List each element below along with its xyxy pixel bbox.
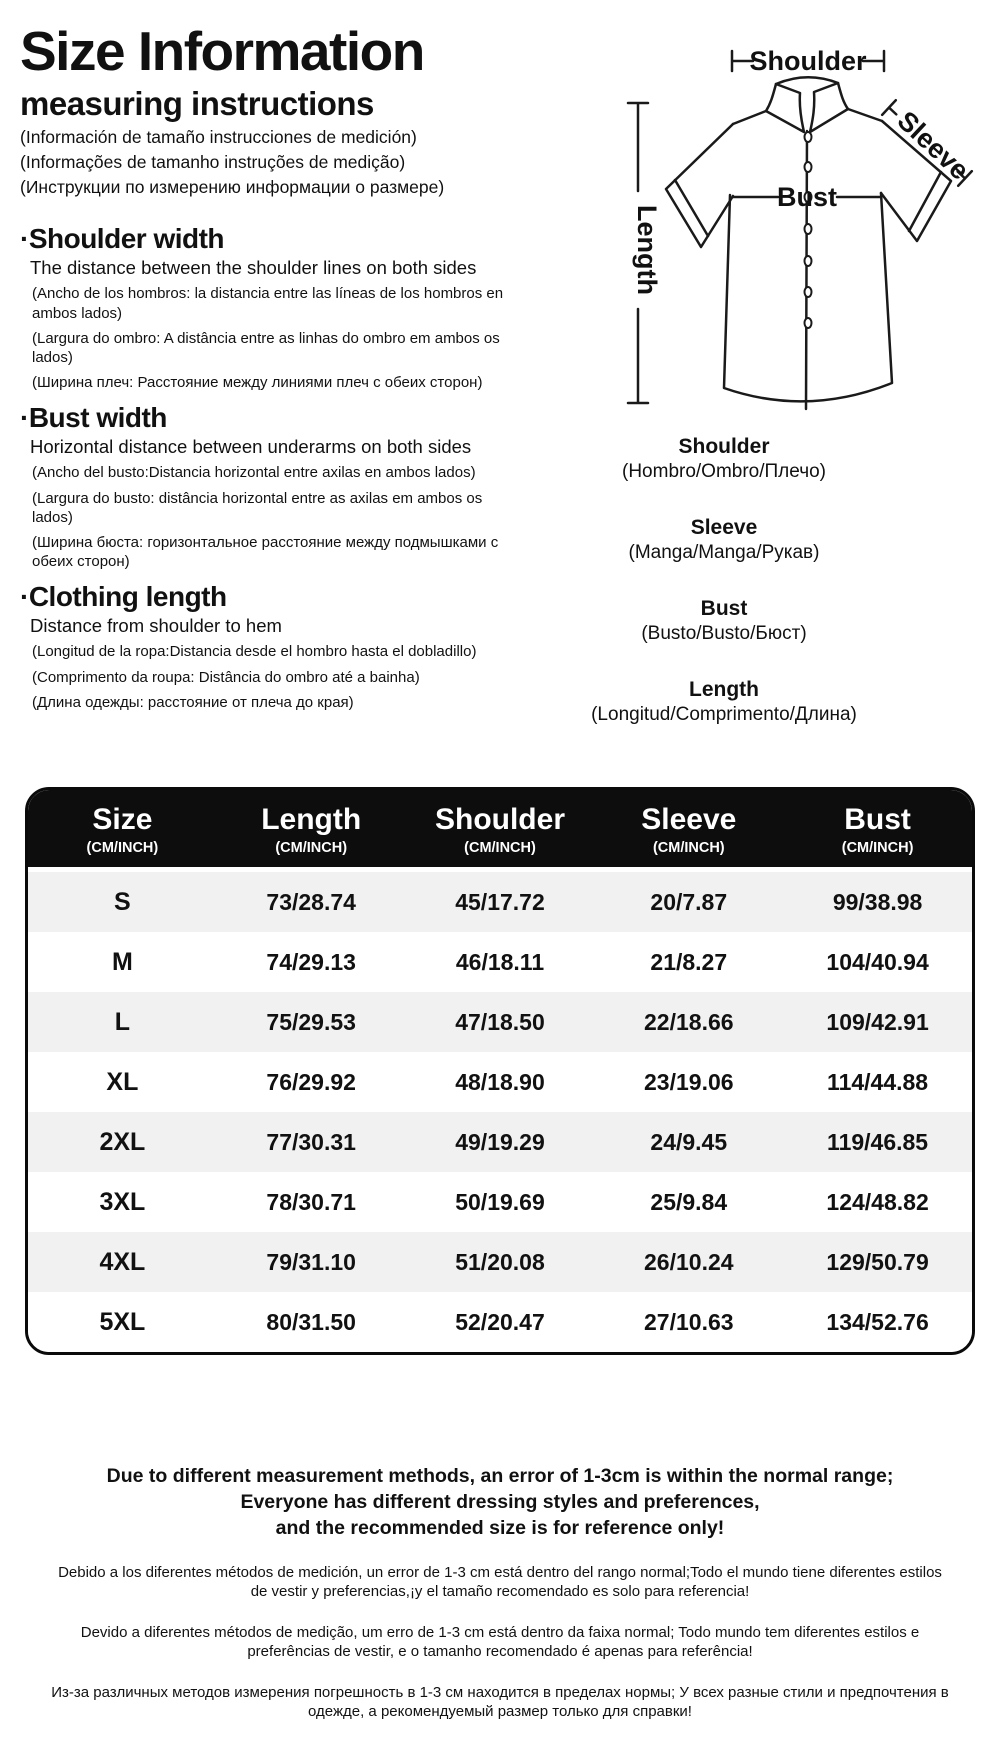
definition-term: ·Clothing length	[20, 581, 227, 613]
cell-shoulder: 51/20.08	[455, 1248, 545, 1275]
legend-item-bust	[540, 596, 908, 646]
cell-length: 74/29.13	[266, 948, 356, 975]
column-header-length: Length (CM/INCH)	[217, 803, 406, 856]
cell-bust: 109/42.91	[826, 1008, 929, 1035]
diagram-length-label: Length	[632, 205, 662, 295]
measuring-instructions-panel	[20, 20, 527, 712]
definition-bust-width	[20, 403, 527, 571]
table-row-3xl	[28, 1172, 972, 1232]
legend-item-sleeve	[540, 515, 908, 565]
definition-description: Distance from shoulder to hem	[30, 615, 282, 637]
shirt-diagram	[540, 16, 1000, 426]
legend-item-shoulder	[540, 434, 908, 484]
table-row-m	[28, 932, 972, 992]
cell-sleeve: 22/18.66	[644, 1008, 734, 1035]
legend-term: Sleeve	[690, 516, 758, 539]
definition-translation-es: (Longitud de la ropa:Distancia desde el hombro hasta el dobladillo)	[32, 643, 477, 661]
legend-term: Shoulder	[678, 435, 770, 458]
cell-bust: 134/52.76	[826, 1308, 929, 1335]
disclaimer	[50, 1464, 950, 1722]
cell-shoulder: 46/18.11	[455, 948, 545, 975]
definition-description: The distance between the shoulder lines on both sides	[30, 257, 477, 279]
title-translation-ru: (Инструкции по измерению информации о размере)	[20, 176, 445, 197]
cell-length: 78/30.71	[266, 1188, 356, 1215]
disclaimer-english	[50, 1464, 950, 1542]
page-subtitle: measuring instructions	[20, 85, 374, 122]
cell-sleeve: 26/10.24	[644, 1248, 734, 1275]
disclaimer-portuguese: Devido a diferentes métodos de medição, um erro de 1-3 cm está dentro da faixa normal; Todo mundo tem diferentes estilos e preferências de vestir, e o tamanho recomendado é apenas para referência!	[80, 1623, 920, 1661]
definition-term: ·Shoulder width	[20, 223, 225, 255]
size-table-header	[28, 790, 972, 872]
legend-term: Bust	[700, 597, 748, 620]
legend-item-length	[540, 677, 908, 727]
cell-shoulder: 47/18.50	[455, 1008, 545, 1035]
disclaimer-en-line2: Everyone has different dressing styles and preferences,	[240, 1490, 760, 1513]
definition-translation-es: (Ancho de los hombros: la distancia entre las líneas de los hombros en ambos lados)	[32, 285, 504, 322]
cell-shoulder: 50/19.69	[455, 1188, 545, 1215]
definition-translation-es: (Ancho del busto:Distancia horizontal entre axilas en ambos lados)	[32, 464, 476, 482]
disclaimer-russian: Из-за различных методов измерения погрешность в 1-3 см находится в пределах нормы; У всех разные стили и предпочтения в одежде, а рекомендуемый размер только для справки!	[51, 1683, 949, 1721]
table-row-2xl	[28, 1112, 972, 1172]
diagram-bust-label: Bust	[777, 182, 837, 212]
title-translation-pt: (Informações de tamanho instruções de medição)	[20, 151, 406, 172]
diagram-legend	[540, 434, 908, 758]
unit-note: (CM/INCH)	[275, 840, 348, 856]
title-translation-es: (Información de tamaño instrucciones de medición)	[20, 127, 417, 147]
cell-size: XL	[106, 1067, 139, 1096]
table-row-l	[28, 992, 972, 1052]
cell-shoulder: 48/18.90	[455, 1068, 545, 1095]
cell-sleeve: 20/7.87	[650, 888, 728, 915]
legend-term: Length	[689, 678, 759, 701]
cell-sleeve: 24/9.45	[650, 1128, 728, 1155]
cell-size: M	[111, 947, 133, 976]
legend-translations: (Longitud/Comprimento/Длина)	[591, 704, 857, 726]
cell-size: S	[114, 887, 131, 916]
cell-length: 80/31.50	[266, 1308, 356, 1335]
unit-note: (CM/INCH)	[841, 840, 914, 856]
cell-length: 73/28.74	[266, 888, 356, 915]
cell-bust: 104/40.94	[826, 948, 929, 975]
cell-shoulder: 49/19.29	[455, 1128, 545, 1155]
title-translations	[20, 126, 527, 198]
definition-term: ·Bust width	[20, 402, 167, 434]
cell-length: 79/31.10	[266, 1248, 356, 1275]
cell-sleeve: 27/10.63	[644, 1308, 734, 1335]
cell-bust: 129/50.79	[826, 1248, 929, 1275]
table-row-4xl	[28, 1232, 972, 1292]
cell-sleeve: 23/19.06	[644, 1068, 734, 1095]
definition-shoulder-width	[20, 224, 527, 392]
cell-size: 4XL	[99, 1247, 146, 1276]
column-header-sleeve: Sleeve (CM/INCH)	[594, 803, 783, 856]
column-header-shoulder: Shoulder (CM/INCH)	[406, 803, 595, 856]
cell-bust: 114/44.88	[827, 1068, 929, 1095]
unit-note: (CM/INCH)	[86, 840, 159, 856]
column-header-bust: Bust (CM/INCH)	[783, 803, 972, 856]
definition-translation-ru: (Длина одежды: расстояние от плеча до края)	[32, 693, 354, 711]
cell-bust: 99/38.98	[832, 888, 923, 915]
cell-sleeve: 21/8.27	[650, 948, 728, 975]
page-title: Size Information	[20, 20, 424, 82]
table-row-xl	[28, 1052, 972, 1112]
definition-translation-pt: (Largura do busto: distância horizontal entre as axilas em ambos os lados)	[32, 489, 483, 526]
cell-bust: 119/46.85	[827, 1128, 929, 1155]
definition-translation-ru: (Ширина бюста: горизонтальное расстояние между подмышками с обеих сторон)	[32, 533, 499, 571]
cell-bust: 124/48.82	[826, 1188, 929, 1215]
disclaimer-en-line1: Due to different measurement methods, an error of 1-3cm is within the normal range;	[106, 1465, 894, 1487]
unit-note: (CM/INCH)	[464, 840, 536, 856]
definition-translation-ru: (Ширина плеч: Расстояние между линиями плеч с обеих сторон)	[32, 374, 483, 392]
disclaimer-en-line3: and the recommended size is for reference only!	[275, 1516, 725, 1539]
column-header-size: Size (CM/INCH)	[28, 803, 217, 856]
cell-shoulder: 52/20.47	[455, 1308, 545, 1335]
cell-length: 75/29.53	[266, 1008, 356, 1035]
cell-size: 3XL	[99, 1187, 146, 1216]
table-row-s	[28, 872, 972, 932]
cell-size: L	[114, 1007, 131, 1036]
cell-length: 77/30.31	[266, 1128, 356, 1155]
table-row-5xl	[28, 1292, 972, 1352]
definition-translation-pt: (Comprimento da roupa: Distância do ombro até a bainha)	[32, 668, 420, 686]
legend-translations: (Manga/Manga/Рукав)	[628, 542, 820, 564]
cell-shoulder: 45/17.72	[455, 888, 545, 915]
unit-note: (CM/INCH)	[652, 840, 725, 856]
definition-translation-pt: (Largura do ombro: A distância entre as linhas do ombro em ambos os lados)	[32, 329, 500, 366]
cell-length: 76/29.92	[266, 1068, 356, 1095]
size-table	[25, 787, 975, 1355]
diagram-sleeve-label: Sleeve	[891, 105, 975, 186]
legend-translations: (Hombro/Ombro/Плечо)	[622, 461, 826, 483]
cell-size: 2XL	[99, 1127, 146, 1156]
cell-size: 5XL	[99, 1307, 146, 1336]
size-table-body	[28, 872, 972, 1352]
diagram-shoulder-label: Shoulder	[749, 46, 867, 76]
legend-translations: (Busto/Busto/Бюст)	[641, 623, 807, 645]
disclaimer-spanish: Debido a los diferentes métodos de medición, un error de 1-3 cm está dentro del rango normal;Todo el mundo tiene diferentes estilos de vestir y preferencias,¡y el tamaño recomendado es solo para referencia!	[58, 1563, 942, 1601]
cell-sleeve: 25/9.84	[650, 1188, 728, 1215]
definition-clothing-length	[20, 582, 527, 712]
definition-description: Horizontal distance between underarms on both sides	[30, 436, 472, 458]
